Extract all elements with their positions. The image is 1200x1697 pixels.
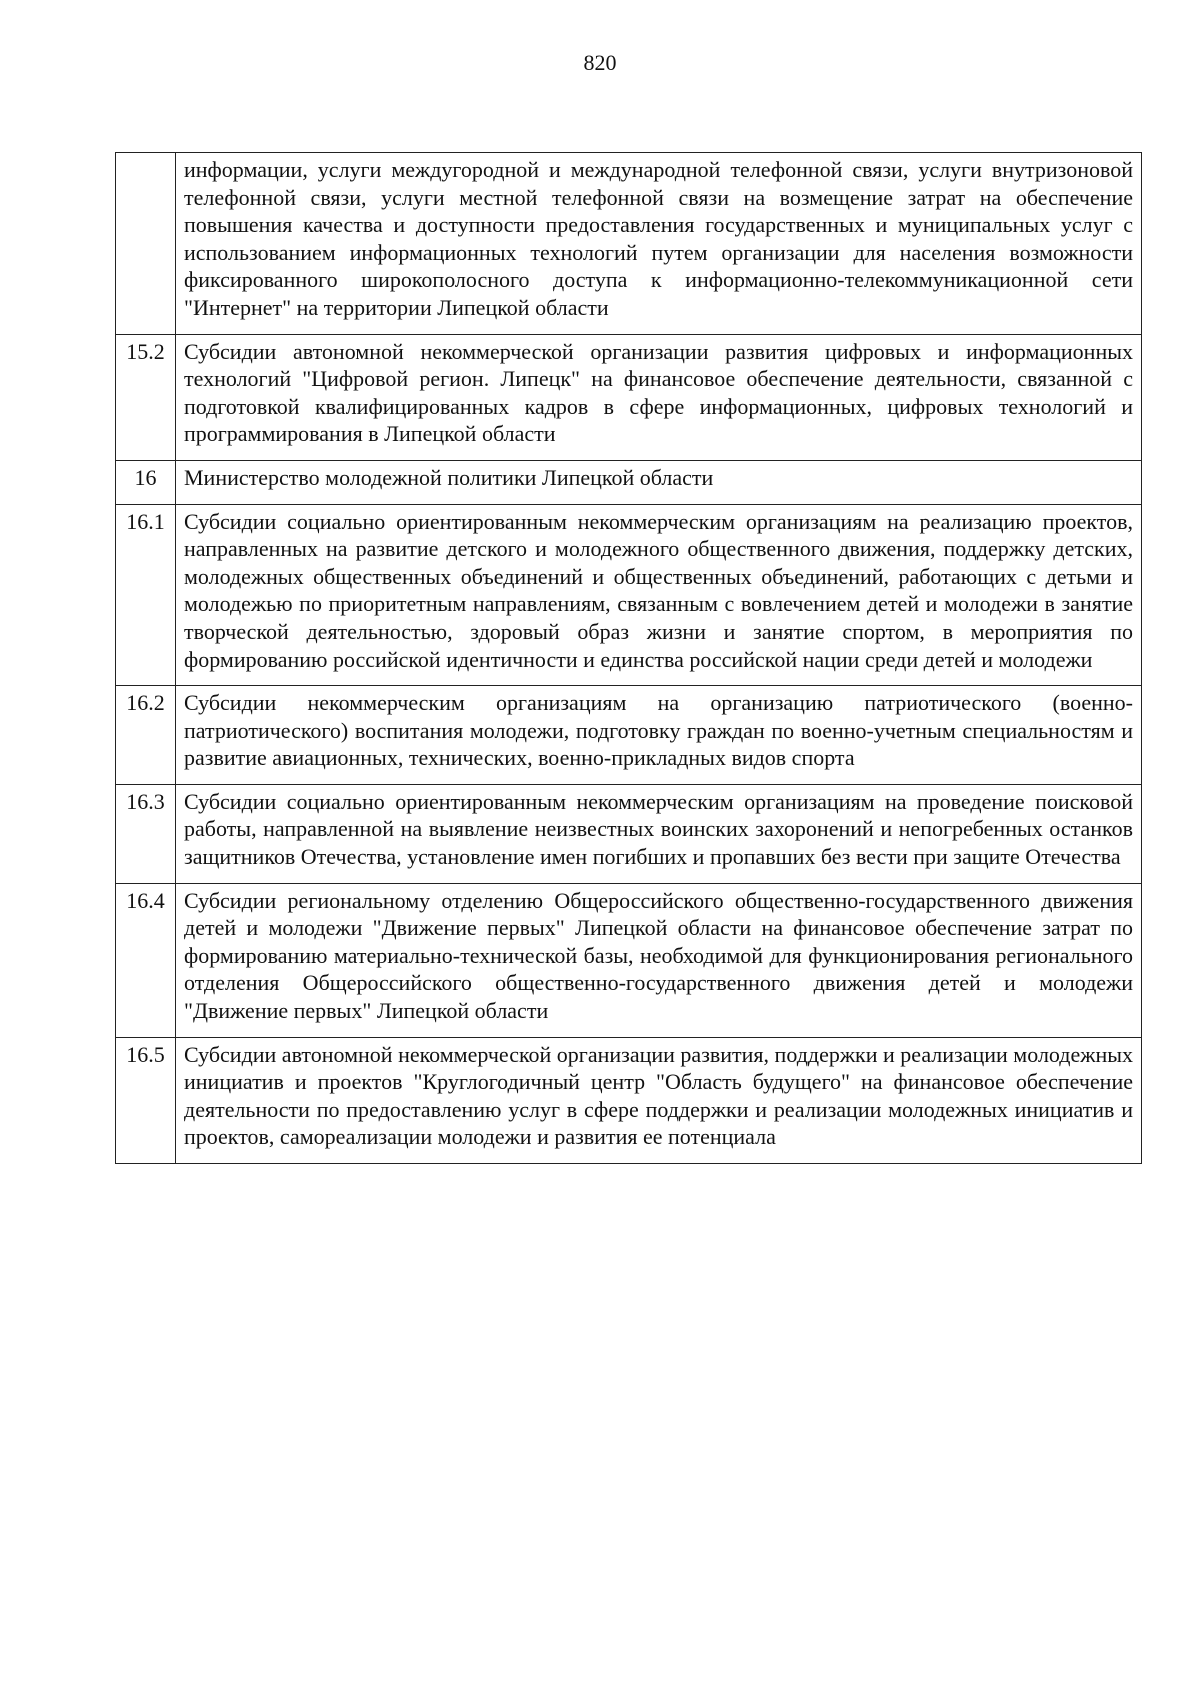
row-description: Субсидии автономной некоммерческой организации развития цифровых и информационных технологий "Цифровой регион. Липецк" на финансовое обеспечение деятельности, связанной с подготовкой квалифицированных кадров в сфере информационных, цифровых технологий и программирования в Липецкой области [176,334,1142,460]
table-row [116,504,1142,686]
row-description: Субсидии социально ориентированным некоммерческим организациям на проведение поисковой работы, направленной на выявление неизвестных воинских захоронений и непогребенных останков защитников Отечества, установление имен погибших и пропавших без вести при защите Отечества [176,784,1142,883]
page-number: 820 [583,50,617,75]
row-number: 16.4 [116,883,176,1037]
row-number: 16.1 [116,504,176,686]
table-row [116,334,1142,460]
row-description: Субсидии автономной некоммерческой организации развития, поддержки и реализации молодежных инициатив и проектов "Круглогодичный центр "Область будущего" на финансовое обеспечение деятельности по предоставлению услуг в сфере поддержки и реализации молодежных инициатив и проектов, самореализации молодежи и развития ее потенциала [176,1037,1142,1163]
subsidies-table [115,152,1142,1164]
row-description: Субсидии некоммерческим организациям на организацию патриотического (военно-патриотического) воспитания молодежи, подготовку граждан по военно-учетным специальностям и развитие авиационных, технических, военно-прикладных видов спорта [176,686,1142,785]
row-description: информации, услуги междугородной и международной телефонной связи, услуги внутризоновой телефонной связи, услуги местной телефонной связи на возмещение затрат на обеспечение повышения качества и доступности предоставления государственных и муниципальных услуг с использованием информационных технологий путем организации для населения возможности фиксированного широкополосного доступа к информационно-телекоммуникационной сети "Интернет" на территории Липецкой области [176,153,1142,335]
row-number: 16.2 [116,686,176,785]
table-row [116,153,1142,335]
row-number: 15.2 [116,334,176,460]
row-description: Субсидии социально ориентированным некоммерческим организациям на реализацию проектов, направленных на развитие детского и молодежного общественного движения, поддержку детских, молодежных общественных объединений и общественных объединений, работающих с детьми и молодежью по приоритетным направлениям, связанным с вовлечением детей и молодежи в занятие творческой деятельностью, здоровый образ жизни и занятие спортом, в мероприятия по формированию российской идентичности и единства российской нации среди детей и молодежи [176,504,1142,686]
table-row [116,883,1142,1037]
row-number [116,153,176,335]
row-description: Субсидии региональному отделению Общероссийского общественно-государственного движения детей и молодежи "Движение первых" Липецкой области на финансовое обеспечение затрат по формированию материально-технической базы, необходимой для функционирования регионального отделения Общероссийского общественно-государственного движения детей и молодежи "Движение первых" Липецкой области [176,883,1142,1037]
row-number: 16.3 [116,784,176,883]
row-number: 16.5 [116,1037,176,1163]
row-description: Министерство молодежной политики Липецкой области [176,460,1142,504]
table-row [116,1037,1142,1163]
table-row [116,686,1142,785]
table-row [116,784,1142,883]
table-row [116,460,1142,504]
row-number: 16 [116,460,176,504]
